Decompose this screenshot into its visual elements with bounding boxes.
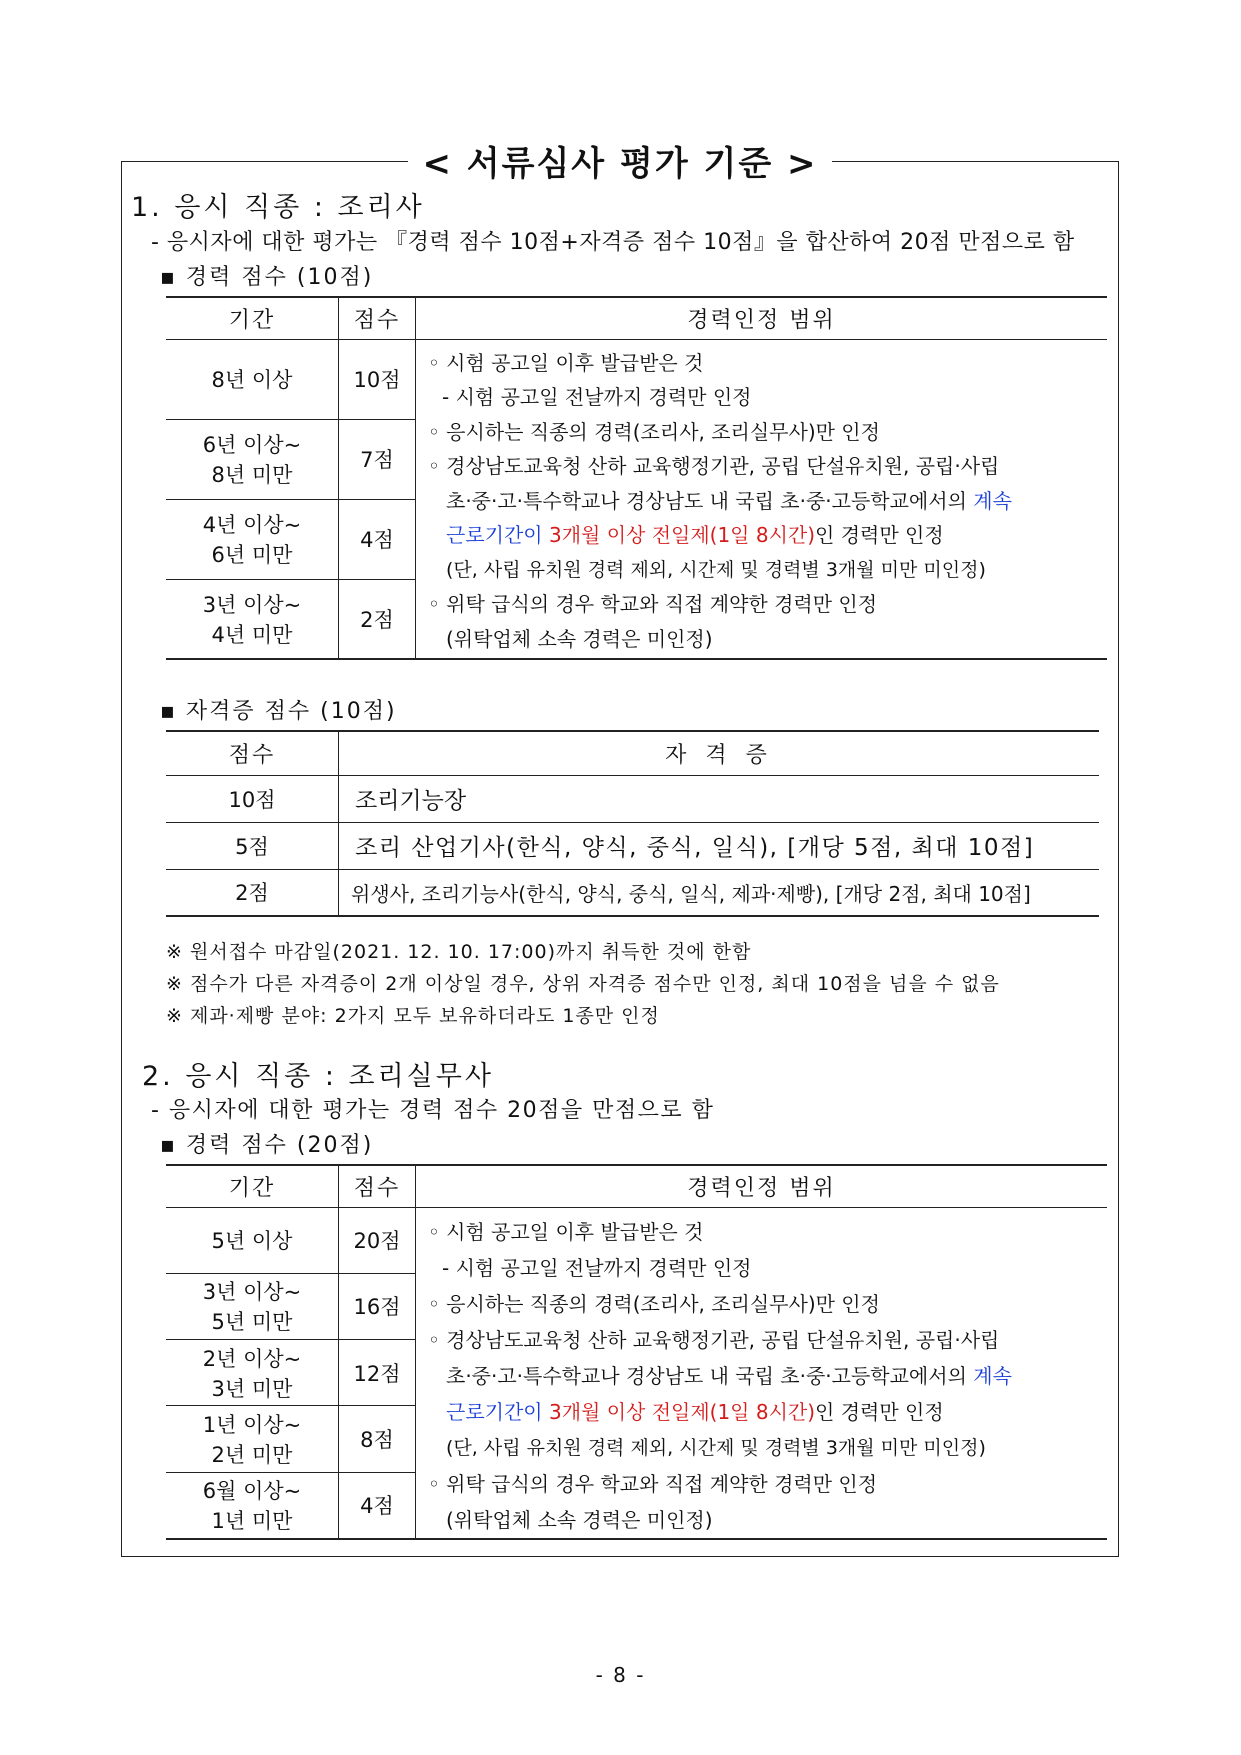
table-row	[166, 775, 1099, 822]
period-cell: 6년 이상~ 8년 미만	[166, 419, 339, 499]
license-score-cell: 10점	[166, 775, 339, 822]
score-cell: 16점	[339, 1273, 416, 1339]
period-cell: 8년 이상	[166, 339, 339, 419]
table-row	[166, 822, 1099, 869]
section1-heading: 1. 응시 직종 : 조리사	[131, 192, 425, 223]
table-row	[166, 1207, 1107, 1273]
score-cell: 2점	[339, 579, 416, 659]
period-cell: 3년 이상~ 4년 미만	[202, 592, 302, 647]
period-cell: 5년 이상	[166, 1207, 339, 1273]
license-score-cell: 2점	[235, 881, 269, 906]
header-scope: 경력인정 범위	[416, 297, 1108, 339]
section1-license-table	[166, 730, 1099, 917]
score-cell: 4점	[339, 1472, 416, 1538]
license-name-cell: 위생사, 조리기능사(한식, 양식, 중식, 일식, 제과·제빵), [개당 2점, 최대 10점]	[339, 869, 1100, 916]
license-name-cell: 조리기능장	[339, 775, 1100, 822]
score-cell: 12점	[339, 1340, 416, 1406]
period-cell: 1년 이상~ 2년 미만	[166, 1406, 339, 1472]
score-cell: 8점	[339, 1406, 416, 1472]
header-score: 점수	[339, 1165, 416, 1207]
section1-career-label: ▪ 경력 점수 (10점)	[160, 265, 374, 290]
table-row	[166, 339, 1107, 419]
section2-career-label: ▪ 경력 점수 (20점)	[160, 1133, 374, 1158]
header-scope: 경력인정 범위	[416, 1165, 1108, 1207]
license-name-cell: 조리 산업기사(한식, 양식, 중식, 일식), [개당 5점, 최대 10점]	[339, 822, 1100, 869]
header-license-name: 자 격 증	[339, 731, 1100, 775]
score-cell: 7점	[339, 419, 416, 499]
note: ※ 점수가 다른 자격증이 2개 이상일 경우, 상위 자격증 점수만 인정, 최대 10점을 넘을 수 없음	[166, 973, 1000, 995]
table-row	[166, 869, 1099, 916]
note: ※ 제과·제빵 분야: 2가지 모두 보유하더라도 1종만 인정	[166, 1005, 660, 1027]
score-cell: 10점	[339, 339, 416, 419]
license-score-cell: 5점	[166, 822, 339, 869]
page-title: < 서류심사 평가 기준 >	[408, 144, 831, 184]
scope-cell: ◦ 시험 공고일 이후 발급받은 것 - 시험 공고일 전날까지 경력만 인정 ◦ 응시하는 직종의 경력(조리사, 조리실무사)만 인정 ◦ 경상남도교육청 산하 교육행정기관, 공립 단설유치원, 공립·사립 초·중·고·특수학교나 경상남도 내 국립 초·중·고등학교에서의 계속 근로기간이 3개월 이상 전일제(1일 8시간)인 경력만 인정 (단, 사립 유치원 경력 제외, 시간제 및 경력별 3개월 미만 미인정) ◦ 위탁 급식의 경우 학교와 직접 계약한 경력만 인정 (위탁업체 소속 경력은 미인정)	[416, 339, 1108, 659]
section1-description: - 응시자에 대한 평가는 『경력 점수 10점+자격증 점수 10점』을 합산하여 20점 만점으로 함	[151, 230, 1075, 255]
score-cell: 4점	[339, 499, 416, 579]
section2-heading: 2. 응시 직종 : 조리실무사	[142, 1061, 494, 1092]
section2-career-table	[166, 1164, 1107, 1540]
header-license-score: 점수	[166, 731, 339, 775]
note: ※ 원서접수 마감일(2021. 12. 10. 17:00)까지 취득한 것에 한함	[166, 941, 752, 963]
header-period: 기간	[166, 297, 339, 339]
page-number: - 8 -	[595, 1663, 646, 1687]
header-score: 점수	[339, 297, 416, 339]
section2-description: - 응시자에 대한 평가는 경력 점수 20점을 만점으로 함	[151, 1098, 715, 1123]
period-cell: 2년 이상~ 3년 미만	[166, 1340, 339, 1406]
score-cell: 20점	[339, 1207, 416, 1273]
period-cell: 4년 이상~ 6년 미만	[166, 499, 339, 579]
header-period: 기간	[166, 1165, 339, 1207]
section1-license-label: ▪ 자격증 점수 (10점)	[160, 699, 397, 724]
period-cell: 3년 이상~ 5년 미만	[166, 1273, 339, 1339]
section1-career-table	[166, 296, 1107, 660]
period-cell: 6월 이상~ 1년 미만	[202, 1479, 302, 1534]
scope-cell: ◦ 시험 공고일 이후 발급받은 것 - 시험 공고일 전날까지 경력만 인정 ◦ 응시하는 직종의 경력(조리사, 조리실무사)만 인정 ◦ 경상남도교육청 산하 교육행정기관, 공립 단설유치원, 공립·사립 초·중·고·특수학교나 경상남도 내 국립 초·중·고등학교에서의 계속 근로기간이 3개월 이상 전일제(1일 8시간)인 경력만 인정 (단, 사립 유치원 경력 제외, 시간제 및 경력별 3개월 미만 미인정) ◦ 위탁 급식의 경우 학교와 직접 계약한 경력만 인정 (위탁업체 소속 경력은 미인정)	[416, 1207, 1108, 1539]
